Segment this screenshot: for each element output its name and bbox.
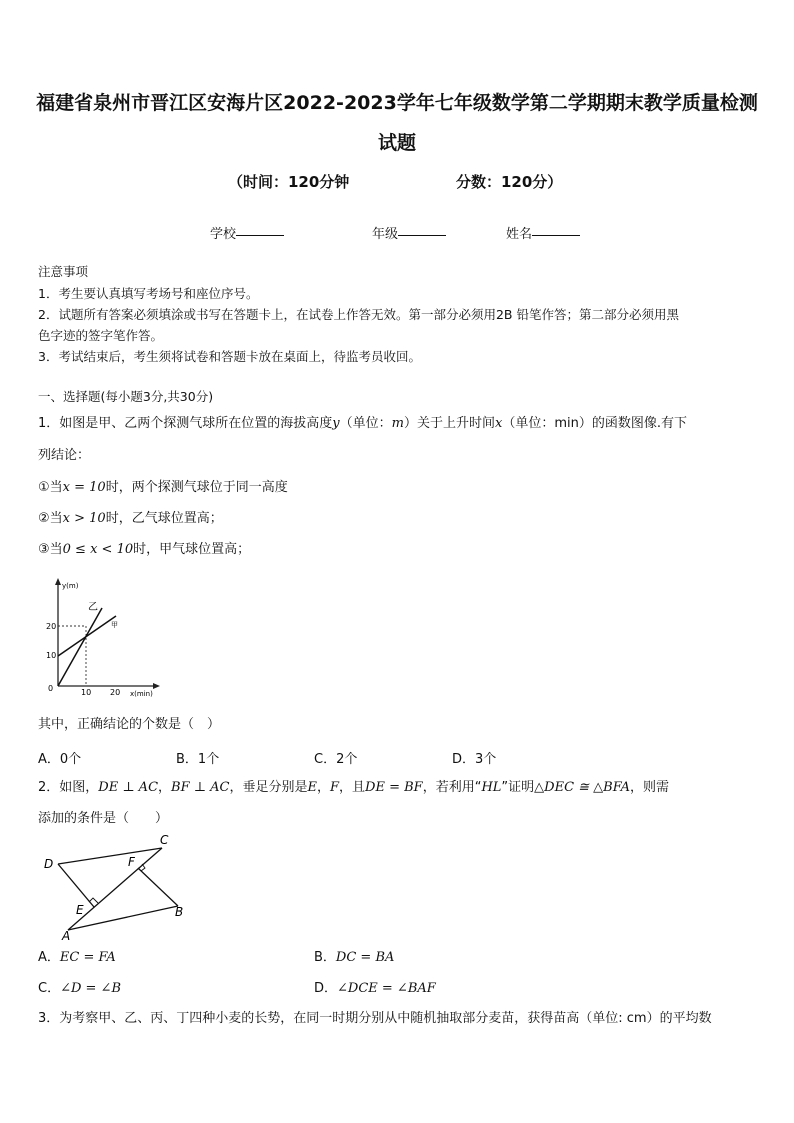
q2-label-e: E bbox=[76, 903, 84, 917]
q1-unit-m: m bbox=[391, 416, 404, 431]
q2-math: HL bbox=[481, 780, 502, 795]
q1-var-y: y bbox=[332, 416, 340, 431]
q1-xlabel: x(min) bbox=[130, 690, 153, 698]
q2-option-math: DC = BA bbox=[335, 950, 395, 965]
q1-option-a[interactable]: A．0个 bbox=[38, 752, 82, 767]
school-blank[interactable] bbox=[236, 223, 284, 236]
q2-label-b: B bbox=[175, 905, 184, 919]
q1-stem-line-1 bbox=[38, 415, 758, 433]
school-field[interactable] bbox=[210, 223, 236, 242]
q1-text: ）关于上升时间 bbox=[403, 416, 495, 431]
q1-text: （单位：min）的函数图像.有下 bbox=[502, 416, 687, 431]
q1-question: 其中，正确结论的个数是（ ） bbox=[38, 717, 221, 732]
q2-math: DE ⊥ AC bbox=[98, 780, 159, 795]
q2-math: △DEC ≅ △BFA bbox=[534, 780, 631, 795]
q2-option-d[interactable] bbox=[314, 977, 436, 996]
section-heading: 一、选择题(每小题3分,共30分) bbox=[38, 389, 214, 404]
q1-text: 时，甲气球位置高； bbox=[133, 542, 251, 557]
q2-text: ， bbox=[316, 780, 330, 795]
q1-text: 时，两个探测气球位于同一高度 bbox=[105, 480, 288, 495]
q2-math: BF ⊥ AC bbox=[171, 780, 230, 795]
q1-math: x > 10 bbox=[62, 511, 106, 526]
q1-text: 时，乙气球位置高； bbox=[105, 511, 223, 526]
q1-label-yi: 乙 bbox=[88, 602, 98, 613]
q2-stem-line-1 bbox=[38, 779, 758, 797]
q1-text: ③当 bbox=[38, 542, 63, 557]
q2-text: ，若利用“ bbox=[422, 780, 482, 795]
name-field[interactable] bbox=[506, 223, 532, 242]
notice-item: 1．考生要认真填写考场号和座位序号。 bbox=[38, 286, 259, 301]
exam-time: （时间：120分钟 bbox=[228, 173, 350, 191]
q1-text: （单位： bbox=[339, 416, 392, 431]
q2-math: E bbox=[307, 780, 317, 795]
q2-stem-line-2: 添加的条件是（ ） bbox=[38, 811, 169, 826]
q2-geometry-diagram bbox=[38, 830, 198, 942]
q1-label-jia: 甲 bbox=[111, 621, 118, 629]
q1-text: 1．如图是甲、乙两个探测气球所在位置的海拔高度 bbox=[38, 416, 333, 431]
q2-text: 2．如图， bbox=[38, 780, 99, 795]
q1-line-jia bbox=[58, 616, 116, 656]
q1-x-axis-arrow bbox=[153, 683, 160, 689]
q1-math: 0 ≤ x < 10 bbox=[62, 542, 134, 557]
name-blank[interactable] bbox=[532, 223, 580, 236]
grade-blank[interactable] bbox=[398, 223, 446, 236]
q2-text: ，垂足分别是 bbox=[229, 780, 308, 795]
q1-text: ①当 bbox=[38, 480, 63, 495]
notice-heading: 注意事项 bbox=[38, 264, 89, 279]
name-label: 姓名 bbox=[506, 227, 533, 242]
q1-conclusion-2 bbox=[38, 510, 758, 528]
q1-xtick: 10 bbox=[81, 688, 92, 697]
q1-option-d[interactable]: D．3个 bbox=[452, 752, 497, 767]
exam-title-line-1: 福建省泉州市晋江区安海片区2022-2023学年七年级数学第二学期期末教学质量检测 bbox=[36, 92, 758, 114]
exam-score: 分数：120分） bbox=[456, 173, 563, 191]
q1-var-x: x bbox=[495, 416, 503, 431]
q1-option-c[interactable]: C．2个 bbox=[314, 752, 358, 767]
q2-option-math: ∠D = ∠B bbox=[60, 981, 121, 996]
notice-item: 色字迹的签字笔作答。 bbox=[38, 328, 164, 343]
q1-text: ②当 bbox=[38, 511, 63, 526]
q2-option-letter: A． bbox=[38, 950, 60, 965]
q2-label-a: A bbox=[62, 929, 71, 942]
q2-math: DE = BF bbox=[365, 780, 423, 795]
q2-segment-de bbox=[58, 864, 94, 907]
q1-xtick: 20 bbox=[110, 688, 121, 697]
q2-option-math: EC = FA bbox=[59, 950, 116, 965]
q1-y-axis-arrow bbox=[55, 578, 61, 585]
q2-option-letter: D． bbox=[314, 981, 338, 996]
q1-stem-line-2: 列结论： bbox=[38, 448, 91, 463]
q1-ylabel: y(m) bbox=[62, 582, 79, 590]
q2-option-letter: B． bbox=[314, 950, 336, 965]
q1-conclusion-1 bbox=[38, 479, 758, 497]
grade-field[interactable] bbox=[372, 223, 398, 242]
q2-option-b[interactable] bbox=[314, 946, 394, 965]
q1-ytick: 20 bbox=[46, 622, 57, 631]
q2-option-letter: C． bbox=[38, 981, 61, 996]
q1-ytick: 0 bbox=[48, 684, 54, 693]
notice-item: 2．试题所有答案必须填涂或书写在答题卡上，在试卷上作答无效。第一部分必须用2B 铅笔作答；第二部分必须用黑 bbox=[38, 307, 679, 322]
q2-segment-bf bbox=[138, 868, 178, 906]
q2-text: ，则需 bbox=[630, 780, 670, 795]
q2-label-f: F bbox=[128, 855, 135, 869]
exam-title-line-2: 试题 bbox=[377, 132, 416, 154]
school-label: 学校 bbox=[210, 227, 237, 242]
q1-option-b[interactable]: B．1个 bbox=[176, 752, 220, 767]
q2-segment-ab bbox=[68, 906, 178, 930]
q2-text: ， bbox=[158, 780, 172, 795]
q2-option-c[interactable] bbox=[38, 977, 121, 996]
q3-stem-line-1: 3．为考察甲、乙、丙、丁四种小麦的长势，在同一时期分别从中随机抽取部分麦苗，获得苗高（单位: cm）的平均数 bbox=[38, 1011, 712, 1026]
q2-label-d: D bbox=[44, 857, 54, 871]
q1-function-graph bbox=[38, 572, 168, 700]
q1-line-yi bbox=[58, 608, 102, 686]
q1-ytick: 10 bbox=[46, 651, 57, 660]
q2-option-a[interactable] bbox=[38, 946, 116, 965]
q1-conclusion-3 bbox=[38, 541, 758, 559]
notice-item: 3．考试结束后，考生须将试卷和答题卡放在桌面上，待监考员收回。 bbox=[38, 349, 421, 364]
grade-label: 年级 bbox=[372, 227, 399, 242]
q1-math: x = 10 bbox=[62, 480, 106, 495]
q2-option-math: ∠DCE = ∠BAF bbox=[337, 981, 436, 996]
q2-label-c: C bbox=[160, 833, 169, 847]
q2-text: ，且 bbox=[339, 780, 366, 795]
q2-text: ”证明 bbox=[501, 780, 535, 795]
q2-math: F bbox=[329, 780, 340, 795]
